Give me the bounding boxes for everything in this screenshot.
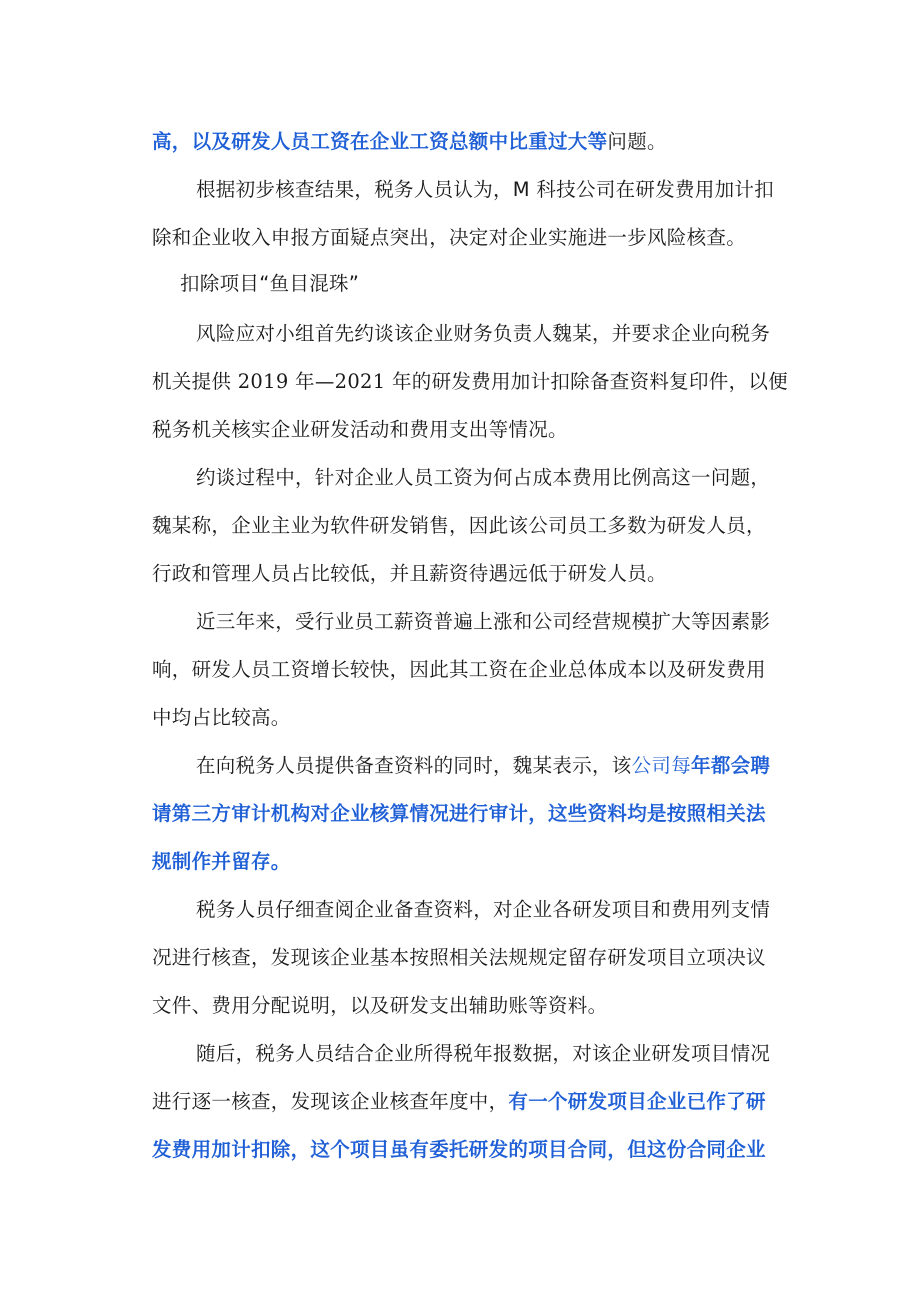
paragraph-line: 税务机关核实企业研发活动和费用支出等情况。 <box>152 418 568 441</box>
highlighted-text: 高，以及研发人员工资在企业工资总额中比重过大等 <box>152 130 608 153</box>
paragraph-line: 除和企业收入申报方面疑点突出，决定对企业实施进一步风险核查。 <box>152 226 747 249</box>
paragraph-line: 约谈过程中，针对企业人员工资为何占成本费用比例高这一问题， <box>196 466 771 489</box>
paragraph-line <box>152 366 788 398</box>
paragraph-line: 况进行核查，发现该企业基本按照相关法规规定留存研发项目立项决议 <box>152 946 766 969</box>
paragraph-line: 近三年来，受行业员工薪资普遍上涨和公司经营规模扩大等因素影 <box>196 610 771 633</box>
highlighted-line: 发费用加计扣除，这个项目虽有委托研发的项目合同，但这份合同企业 <box>152 1138 766 1161</box>
highlighted-text: 年都会聘 <box>691 754 771 777</box>
text-segment: 机关提供 <box>152 370 238 393</box>
text-line-1 <box>152 126 667 158</box>
text-segment: 年的研发费用加计扣除备查资料复印件，以便 <box>385 370 788 393</box>
year-number: 2019 <box>237 370 289 393</box>
year-number: 2021 <box>334 370 386 393</box>
text-segment: 问题。 <box>607 130 667 153</box>
highlighted-text: 有一个研发项目企业已作了研 <box>508 1090 766 1113</box>
paragraph-line: 中均占比较高。 <box>152 706 291 729</box>
highlighted-text: 公司每 <box>631 754 692 777</box>
paragraph-line: 税务人员仔细查阅企业备查资料，对企业各研发项目和费用列支情 <box>196 898 771 921</box>
text-segment: 进行逐一核查，发现该企业核查年度中， <box>152 1090 509 1113</box>
text-segment: 年— <box>288 370 335 393</box>
highlighted-line: 请第三方审计机构对企业核算情况进行审计，这些资料均是按照相关法 <box>152 802 766 825</box>
paragraph-line: 魏某称，企业主业为软件研发销售，因此该公司员工多数为研发人员， <box>152 514 766 537</box>
section-heading: 扣除项目“鱼目混珠” <box>180 272 360 295</box>
text-segment: 在向税务人员提供备查资料的同时，魏某表示，该 <box>196 754 632 777</box>
paragraph-line: 风险应对小组首先约谈该企业财务负责人魏某，并要求企业向税务 <box>196 322 771 345</box>
highlighted-line: 规制作并留存。 <box>152 850 291 873</box>
paragraph-line: 根据初步核查结果，税务人员认为，M 科技公司在研发费用加计扣 <box>196 178 775 201</box>
paragraph-line: 随后，税务人员结合企业所得税年报数据，对该企业研发项目情况 <box>196 1042 771 1065</box>
paragraph-line: 行政和管理人员占比较低，并且薪资待遇远低于研发人员。 <box>152 562 667 585</box>
paragraph-line: 响，研发人员工资增长较快，因此其工资在企业总体成本以及研发费用 <box>152 658 766 681</box>
paragraph-line: 文件、费用分配说明，以及研发支出辅助账等资料。 <box>152 994 608 1017</box>
paragraph-line <box>152 1086 766 1118</box>
paragraph-line <box>196 750 770 782</box>
